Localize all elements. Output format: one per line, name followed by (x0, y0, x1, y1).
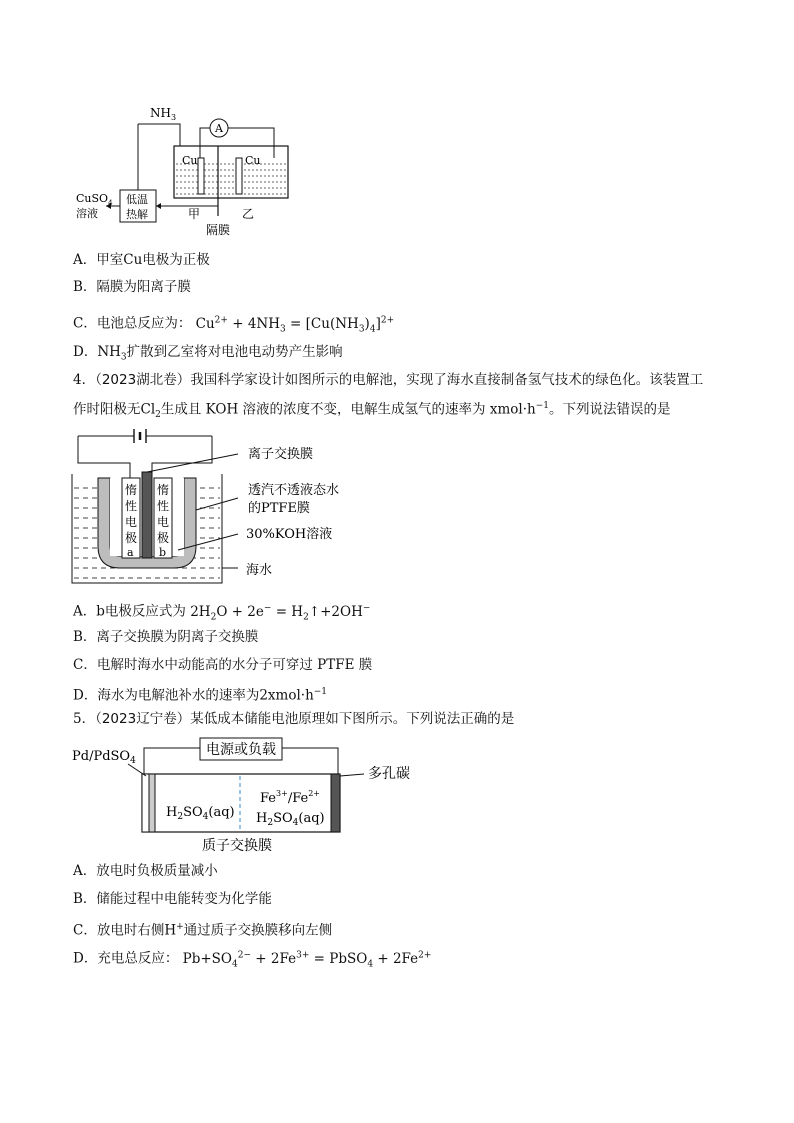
ptfe-label-2: 的PTFE膜 (248, 501, 310, 516)
ammeter-label: A (215, 122, 223, 135)
q4-option-a[interactable]: A．b电极反应式为 $2H_2O + 2e^-$ = $H_2↑+2OH^-$ (73, 603, 371, 623)
koh-label: 30%KOH溶液 (246, 527, 333, 542)
cuso4-label: CuSO$_4$ (76, 192, 113, 207)
q5-option-d[interactable]: D．充电总反应： $Pb+SO_4^{2-} + 2Fe^{3+}$ = PbSO$_4$ + $2Fe^{2+}$ (73, 950, 432, 970)
ion-membrane-label: 离子交换膜 (248, 447, 314, 462)
q4-option-d[interactable]: D．海水为电解池补水的速率为$2xmol\cdot h^{-1}$ (73, 687, 328, 704)
q3-option-b[interactable]: B．隔膜为阳离子膜 (73, 279, 191, 295)
svg-text:极: 极 (157, 531, 170, 545)
q4-option-b[interactable]: B．离子交换膜为阴离子交换膜 (73, 629, 259, 645)
svg-text:惰: 惰 (125, 483, 138, 497)
q4-electrolysis-diagram (70, 426, 370, 588)
svg-text:a: a (127, 546, 134, 559)
left-electrode-label: Pd/PdSO$_4$ (72, 749, 136, 766)
heat-label-1: 低温 (126, 193, 148, 206)
q3-option-d[interactable]: D．$NH_3$扩散到乙室将对电池电动势产生影响 (73, 344, 343, 363)
svg-text:b: b (159, 546, 167, 559)
solution-label: 溶液 (76, 207, 98, 220)
svg-text:电: 电 (125, 515, 138, 529)
heat-label-2: 热解 (126, 208, 148, 221)
cu-right-label: Cu (245, 154, 261, 167)
cu-left-label: Cu (182, 154, 198, 167)
right-electrode-label: 多孔碳 (368, 766, 410, 782)
svg-text:极: 极 (125, 531, 138, 545)
q3-reaction-formula: $Cu^{2+} + 4NH_3 = [Cu(NH_3)_4]^{2+}$ (195, 315, 395, 335)
right-solution-label: $H_2SO_4(aq)$ (256, 811, 325, 828)
ptfe-label-1: 透汽不透液态水 (248, 483, 340, 498)
q3-option-c[interactable]: C．电池总反应为： $Cu^{2+} + 4NH_3 = [Cu(NH_3)_4]^{2+}$ (73, 315, 395, 335)
q5-charge-equation: $Pb+SO_4^{2-} + 2Fe^{3+}$ = PbSO$_4$ + $2Fe^{2+}$ (182, 950, 432, 970)
power-load-label: 电源或负载 (206, 742, 276, 758)
q5-stem: 5．（2023辽宁卷）某低成本储能电池原理如下图所示。下列说法正确的是 (73, 711, 515, 727)
q4-option-c[interactable]: C．电解时海水中动能高的水分子可穿过 PTFE 膜 (73, 657, 373, 673)
svg-text:惰: 惰 (157, 483, 170, 497)
q5-option-a[interactable]: A．放电时负极质量减小 (73, 863, 218, 879)
q4-stem: 4．（2023湖北卷）我国科学家设计如图所示的电解池，实现了海水直接制备氢气技术的绿色化。该装置工 作时阳极无$Cl_2$生成且 KOH 溶液的浓度不变，电解生成氢气的速率为 $xmol\cdot h^{-1}$。下列说法错误的是 (73, 372, 704, 421)
fe-couple-label: $Fe^{3+}/Fe^{2+}$ (260, 789, 320, 806)
svg-text:电: 电 (157, 515, 170, 529)
q3-cell-diagram (70, 100, 300, 250)
jia-label: 甲 (188, 207, 201, 221)
yi-label: 乙 (242, 207, 255, 221)
q4-electrode-equation: $2H_2O + 2e^-$ = $H_2↑+2OH^-$ (190, 603, 371, 623)
proton-membrane-label: 质子交换膜 (202, 838, 272, 854)
q3-option-a[interactable]: A．甲室Cu电极为正极 (73, 252, 210, 268)
svg-text:性: 性 (157, 499, 170, 513)
nh3-label: $NH_3$ (150, 106, 177, 122)
q5-battery-diagram (70, 736, 430, 858)
seawater-label: 海水 (246, 563, 273, 578)
membrane-label: 隔膜 (206, 223, 231, 237)
svg-text:性: 性 (125, 499, 138, 513)
left-solution-label: $H_2SO_4(aq)$ (166, 805, 235, 822)
q5-option-c[interactable]: C．放电时右侧H+通过质子交换膜移向左侧 (73, 922, 333, 939)
q5-option-b[interactable]: B．储能过程中电能转变为化学能 (73, 891, 272, 907)
